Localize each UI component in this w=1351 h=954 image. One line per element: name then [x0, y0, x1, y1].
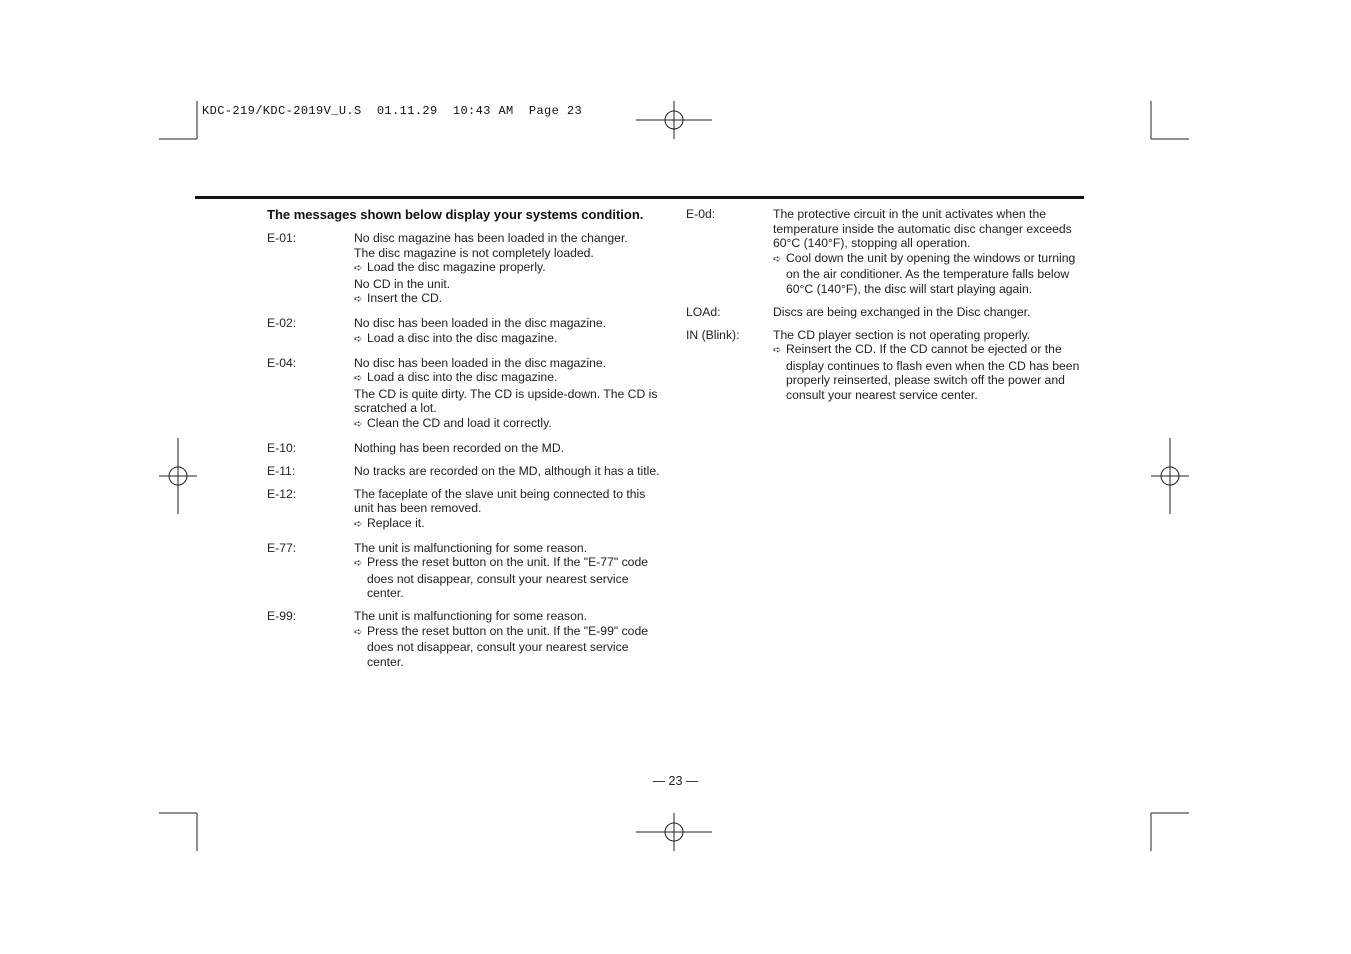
error-description — [773, 305, 1086, 320]
registration-mark-right — [1151, 438, 1189, 514]
arrow-icon: ➪ — [354, 373, 363, 384]
page-number: — 23 — — [652, 774, 699, 788]
error-description — [354, 464, 667, 479]
error-code: E-11: — [267, 463, 296, 478]
error-code: E-99: — [267, 609, 297, 623]
message-list-left — [267, 231, 667, 669]
error-description — [354, 609, 667, 669]
remedy-text: ➪ Press the reset button on the unit. If the "E-99" code does not disappear, consult your nearest service center. — [354, 623, 649, 669]
remedy-text: ➪ Replace it. — [354, 516, 667, 533]
remedy-text: ➪ Load the disc magazine properly. — [354, 260, 667, 277]
error-code: IN (Blink): — [686, 327, 740, 342]
section-heading: The messages shown below display your systems condition. — [267, 207, 644, 222]
arrow-icon: ➪ — [354, 558, 363, 569]
arrow-icon: ➪ — [354, 418, 363, 430]
error-code: E-04: — [267, 355, 297, 370]
message-entry — [686, 305, 1086, 320]
error-description — [354, 231, 667, 308]
registration-mark-bottom — [636, 813, 712, 851]
registration-mark-left — [159, 438, 197, 514]
error-code: E-01: — [267, 231, 297, 245]
message-entry — [267, 541, 667, 601]
error-code: E-12: — [267, 486, 297, 501]
remedy-text: ➪ Cool down the unit by opening the windows or turning on the air conditioner. As the temperature falls below 60°C (140°F), the disc will start playing again. — [773, 250, 1076, 296]
error-description — [354, 356, 667, 433]
message-entry — [267, 609, 667, 669]
remedy-text: ➪ Clean the CD and load it correctly. — [354, 416, 667, 433]
condition-text: No disc magazine has been loaded in the changer. — [354, 231, 628, 245]
condition-text: The CD is quite dirty. The CD is upside-down. The CD is scratched a lot. — [354, 386, 658, 415]
error-description — [354, 541, 667, 601]
message-entry — [686, 328, 1086, 403]
message-entry — [267, 231, 667, 308]
condition-text: The unit is malfunctioning for some reason. — [354, 540, 588, 555]
error-code: LOAd: — [686, 304, 721, 319]
message-entry — [267, 441, 667, 456]
error-code: E-0d: — [686, 207, 716, 221]
condition-text: The faceplate of the slave unit being connected to this unit has been removed. — [354, 486, 646, 515]
message-entry — [267, 316, 667, 347]
message-entry — [686, 207, 1086, 296]
arrow-icon: ➪ — [354, 518, 363, 530]
error-code: E-02: — [267, 316, 297, 330]
right-column — [686, 207, 1086, 411]
error-code: E-77: — [267, 540, 297, 555]
error-description — [773, 207, 1086, 296]
arrow-icon: ➪ — [773, 253, 782, 265]
error-description — [354, 316, 667, 347]
top-rule — [195, 196, 1084, 199]
condition-text: No CD in the unit. — [354, 276, 451, 291]
remedy-text: ➪ Reinsert the CD. If the CD cannot be ejected or the display continues to flash even when the CD has been properly reinserted, please switch off the power and consult your nearest service center. — [773, 342, 1080, 402]
condition-text: Discs are being exchanged in the Disc changer. — [773, 304, 1031, 319]
message-entry — [267, 464, 667, 479]
condition-text: Nothing has been recorded on the MD. — [354, 440, 565, 455]
arrow-icon: ➪ — [354, 263, 363, 274]
condition-text: The unit is malfunctioning for some reason. — [354, 609, 588, 623]
remedy-text: ➪ Insert the CD. — [354, 291, 667, 308]
registration-mark-top — [636, 101, 712, 139]
error-description — [354, 487, 667, 533]
error-code: E-10: — [267, 440, 297, 455]
condition-text: The disc magazine is not completely loaded. — [354, 245, 594, 260]
condition-text: No disc has been loaded in the disc magazine. — [354, 355, 607, 370]
error-description — [773, 328, 1086, 403]
remedy-text: ➪ Press the reset button on the unit. If the "E-77" code does not disappear, consult your nearest service center. — [354, 555, 649, 600]
remedy-text: ➪ Load a disc into the disc magazine. — [354, 370, 667, 387]
message-entry — [267, 487, 667, 533]
condition-text: The CD player section is not operating properly. — [773, 327, 1031, 342]
arrow-icon: ➪ — [354, 294, 363, 305]
message-entry — [267, 356, 667, 433]
arrow-icon: ➪ — [354, 626, 363, 638]
arrow-icon: ➪ — [773, 345, 782, 356]
remedy-text: ➪ Load a disc into the disc magazine. — [354, 331, 667, 348]
left-column — [267, 207, 667, 678]
condition-text: The protective circuit in the unit activates when the temperature inside the automatic disc changer exceeds 60°C (140°F), stopping all operation. — [773, 207, 1072, 250]
message-list-right — [686, 207, 1086, 402]
arrow-icon: ➪ — [354, 333, 363, 345]
error-description — [354, 441, 667, 456]
print-header: KDC-219/KDC-2019V_U.S 01.11.29 10:43 AM Page 23 — [202, 104, 583, 118]
condition-text: No disc has been loaded in the disc magazine. — [354, 316, 607, 330]
condition-text: No tracks are recorded on the MD, although it has a title. — [354, 463, 660, 478]
